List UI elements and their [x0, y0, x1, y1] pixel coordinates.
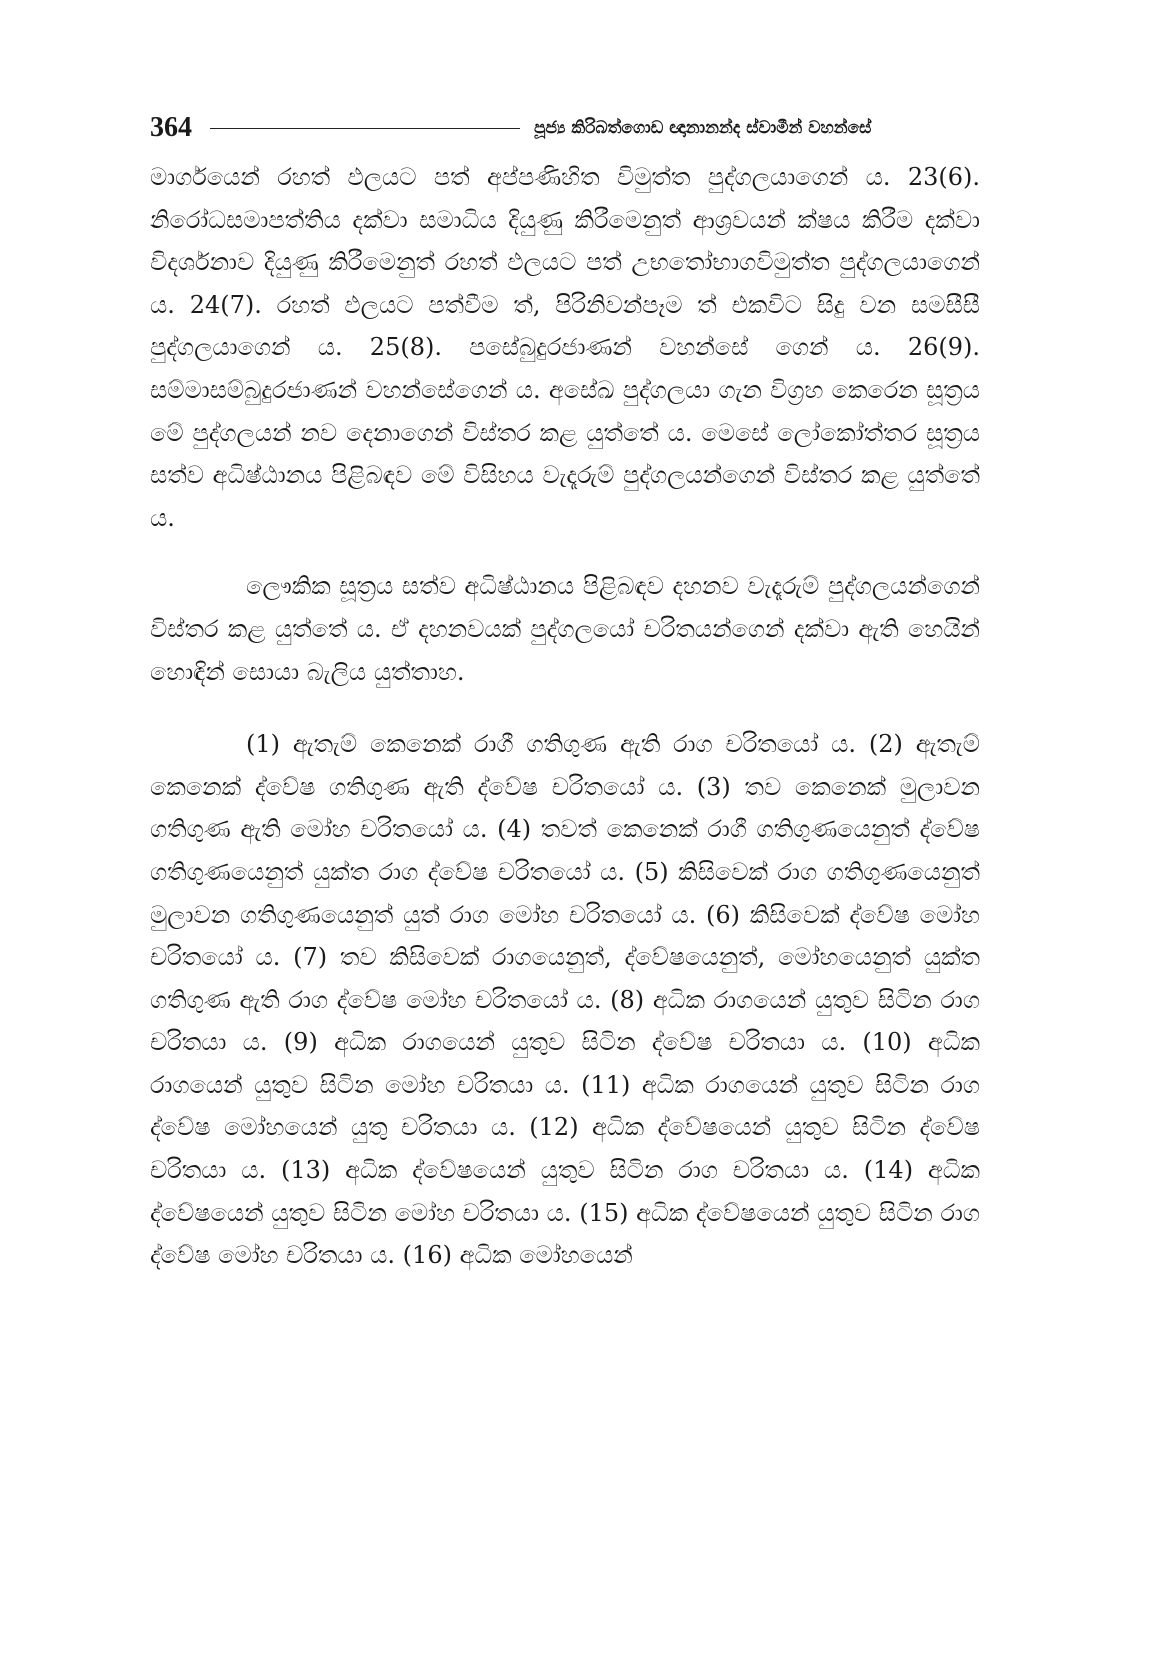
paragraph-gap [150, 693, 980, 723]
paragraph-gap [150, 539, 980, 565]
running-title: පූජ්‍ය කිරිබත්ගොඩ ඥානානන්ද ස්වාමීන් වහන්සේ [534, 118, 872, 138]
page-header [150, 108, 980, 148]
paragraph-3: (1) ඇතැම් කෙනෙක් රාගී ගතිගුණ ඇති රාග චරිතයෝ ය. (2) ඇතැම් කෙනෙක් ද්වේෂ ගතිගුණ ඇති ද්වේෂ චරිතයෝ ය. (3) තව කෙනෙක් මුලාවන ගතිගුණ ඇති මෝහ චරිතයෝ ය. (4) තවත් කෙනෙක් රාගී ගතිගුණයෙනුත් ද්වේෂ ගතිගුණයෙනුත් යුක්ත රාග ද්වේෂ චරිතයෝ ය. (5) කිසිවෙක් රාග ගතිගුණයෙනුත් මුලාවන ගතිගුණයෙනුත් යුත් රාග මෝහ චරිතයෝ ය. (6) කිසිවෙක් ද්වේෂ මෝහ චරිතයෝ ය. (7) තව කිසිවෙක් රාගයෙනුත්, ද්වේෂයෙනුත්, මෝහයෙනුත් යුක්ත ගතිගුණ ඇති රාග ද්වේෂ මෝහ චරිතයෝ ය. (8) අධික රාගයෙන් යුතුව සිටින රාග චරිතයා ය. (9) අධික රාගයෙන් යුතුව සිටින ද්වේෂ චරිතයා ය. (10) අධික රාගයෙන් යුතුව සිටින මෝහ චරිතයා ය. (11) අධික රාගයෙන් යුතුව සිටින රාග ද්වේෂ මෝහයෙන් යුතු චරිතයා ය. (12) අධික ද්වේෂයෙන් යුතුව සිටින ද්වේෂ චරිතයා ය. (13) අධික ද්වේෂයෙන් යුතුව සිටින රාග චරිතයා ය. (14) අධික ද්වේෂයෙන් යුතුව සිටින මෝහ චරිතයා ය. (15) අධික ද්වේෂයෙන් යුතුව සිටින රාග ද්වේෂ මෝහ චරිතයා ය. (16) අධික මෝහයෙන් [150, 730, 980, 1270]
page-number: 364 [150, 112, 192, 143]
paragraph-1: මාර්ගයෙන් රහත් ඵලයට පත් අප්පණිහිත විමුත්ත පුද්ගලයාගෙන් ය. 23(6). නිරෝධසමාපත්තිය දක්වා සමාධිය දියුණු කිරීමෙනුත් ආශ්‍රවයන් ක්ෂය කිරීම දක්වා විදර්ශනාව දියුණු කිරීමෙනුත් රහත් ඵලයට පත් උභතෝභාගවිමුත්ත පුද්ගලයාගෙන් ය. 24(7). රහත් ඵලයට පත්වීම ත්, පිරිනිවන්පෑම ත් එකවිට සිදු වන සමසීසී පුද්ගලයාගෙන් ය. 25(8). පසේබුදුරජාණන් වහන්සේ ගෙන් ය. 26(9). සම්මාසම්බුදුරජාණන් වහන්සේගෙන් ය. අසේඛ පුද්ගලයා ගැන විග්‍රහ කෙරෙන සූත්‍රය මේ පුද්ගලයන් නව දෙනාගෙන් විස්තර කළ යුත්තේ ය. මෙසේ ලෝකෝත්තර සූත්‍රය සත්ව අධිෂ්ඨානය පිළිබඳව මේ විසිහය වැදෑරුම් පුද්ගලයන්ගෙන් විස්තර කළ යුත්තේ ය. [150, 163, 980, 532]
paragraph-2: ලෞකික සූත්‍රය සත්ව අධිෂ්ඨානය පිළිබඳව දහනව වැදෑරුම් පුද්ගලයන්ගෙන් විස්තර කළ යුත්තේ ය. ඒ දහනවයක් පුද්ගලයෝ චරිතයන්ගෙන් දක්වා ඇති හෙයින් හොඳින් සොයා බැලිය යුත්තාහ. [150, 572, 980, 686]
book-page [150, 108, 980, 1277]
header-rule [210, 128, 520, 129]
